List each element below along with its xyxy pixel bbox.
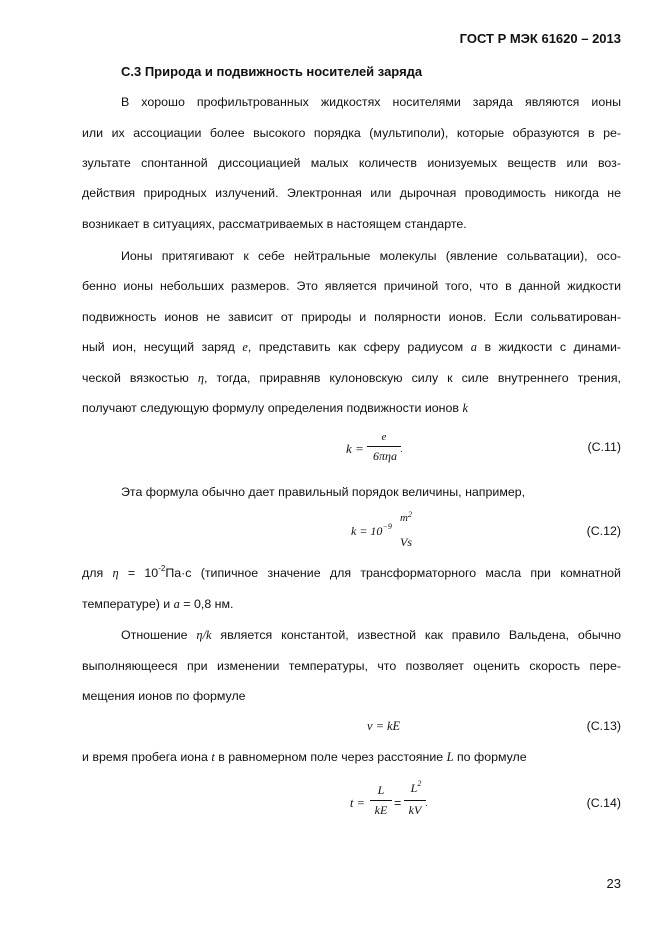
- paragraph-line: ческой вязкостью η, тогда, приравняв кулоновскую силу к силе внутреннего трения,: [82, 371, 621, 385]
- paragraph-line: температуре) и a = 0,8 нм.: [82, 597, 234, 611]
- equation-number: (С.14): [586, 796, 621, 810]
- equation-number: (С.11): [587, 440, 621, 454]
- paragraph-line: ный ион, несущий заряд e, представить как сферу радиусом a в жидкости с динами-: [82, 340, 622, 354]
- equation-number: (С.13): [586, 719, 621, 733]
- paragraph-line: возникает в ситуациях, рассматриваемых в настоящем стандарте.: [82, 217, 467, 231]
- paragraph-line: бенно ионы небольших размеров. Это является причиной того, что в данной жидкости: [82, 279, 621, 293]
- paragraph-line: или их ассоциации более высокого порядка (мультиполи), которые образуются в ре-: [82, 126, 621, 140]
- paragraph-line: получают следующую формулу определения подвижности ионов k: [82, 401, 468, 415]
- paragraph-line: В хорошо профильтрованных жидкостях носителями заряда являются ионы: [121, 95, 621, 109]
- paragraph-line: подвижность ионов не зависит от природы и полярности ионов. Если сольватирован-: [82, 310, 621, 324]
- fraction-bar: [370, 800, 392, 801]
- fraction-bar: [367, 446, 401, 447]
- fraction-bar: [404, 800, 426, 801]
- paragraph-line: действия природных излучений. Электронная или дырочная проводимость никогда не: [82, 186, 621, 200]
- equation-number: (С.12): [586, 524, 621, 538]
- page-number: 23: [606, 876, 621, 891]
- paragraph-line: выполняющееся при изменении температуры, что позволяет оценить скорость пере-: [82, 659, 621, 673]
- paragraph-line: мещения ионов по формуле: [82, 689, 246, 703]
- paragraph-line: Ионы притягивают к себе нейтральные молекулы (явление сольватации), осо-: [121, 249, 621, 263]
- paragraph-line: и время пробега иона t в равномерном поле через расстояние L по формуле: [82, 750, 527, 764]
- paragraph-line: Эта формула обычно дает правильный порядок величины, например,: [121, 485, 526, 499]
- paragraph-line: зультате спонтанной диссоциацией малых количеств ионизуемых веществ или воз-: [82, 156, 621, 170]
- paragraph-line: для $\eta = 10^{-2}Па\cdot с$ (типичное значение для трансформаторного масла при комнатной: [82, 564, 621, 580]
- paragraph-line: Отношение η/k является константой, известной как правило Вальдена, обычно: [121, 628, 621, 642]
- document-header: ГОСТ Р МЭК 61620 – 2013: [459, 31, 621, 46]
- section-heading: С.3 Природа и подвижность носителей заряда: [121, 64, 423, 79]
